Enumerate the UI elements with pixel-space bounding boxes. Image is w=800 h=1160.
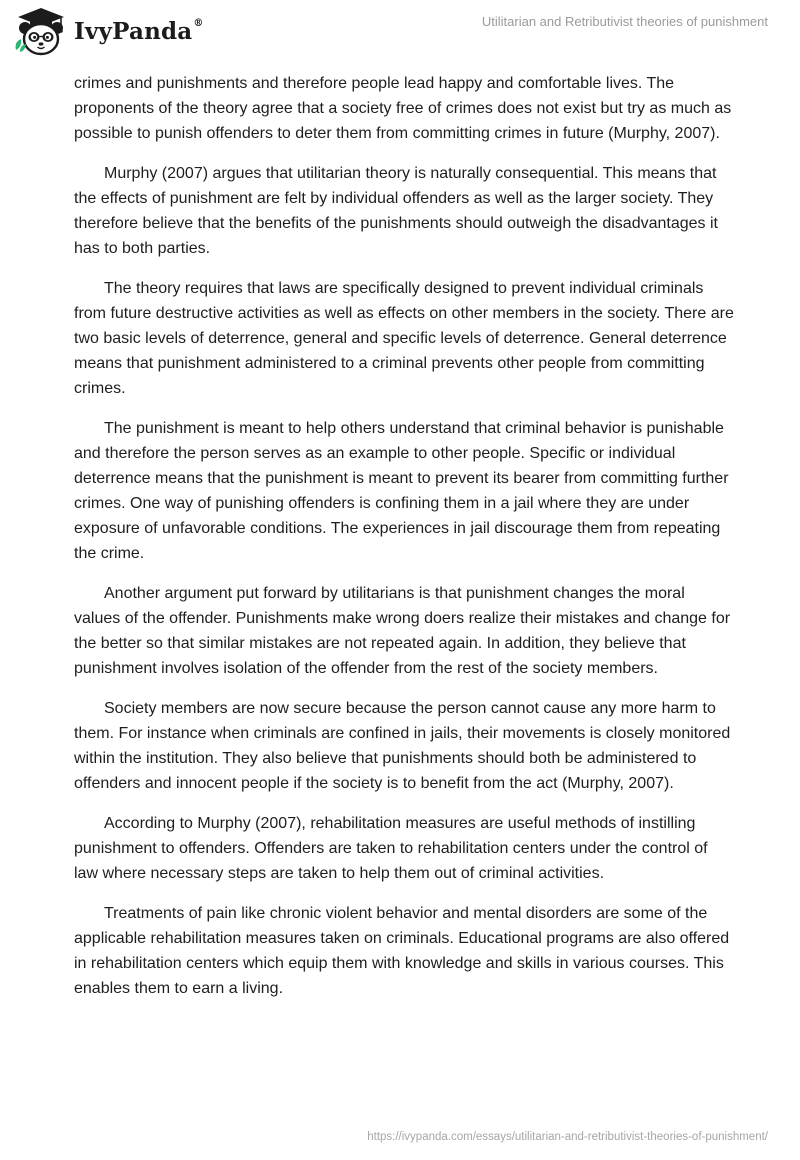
- paragraph: crimes and punishments and therefore people lead happy and comfortable lives. The proponents of the theory agree that a society free of crimes does not exist but try as much as possible to punish offenders to deter them from committing crimes in future (Murphy, 2007).: [74, 75, 732, 142]
- brand-name: IvyPanda®: [74, 17, 204, 45]
- paragraph: According to Murphy (2007), rehabilitation measures are useful methods of instilling punishment to offenders. Offenders are taken to rehabilitation centers under the control of law where necessary steps are taken to help them out of criminal activities.: [74, 815, 708, 882]
- panda-graduate-icon: [12, 6, 70, 58]
- paragraph: Murphy (2007) argues that utilitarian theory is naturally consequential. This means that the effects of punishment are felt by individual offenders as well as the larger society. They therefore believe that the benefits of the punishments should outweigh the disadvantages it has to both parties.: [74, 165, 718, 257]
- document-title: Utilitarian and Retributivist theories of punishment: [481, 14, 768, 29]
- paragraph: The theory requires that laws are specifically designed to prevent individual criminals from future destructive activities as well as effects on other members in the society. There are two basic levels of deterrence, general and specific levels of deterrence. General deterrence means that punishment administered to a criminal prevents other people from committing crimes.: [74, 280, 734, 397]
- paragraph: Treatments of pain like chronic violent behavior and mental disorders are some of the applicable rehabilitation measures taken on criminals. Educational programs are also offered in rehabilitation centers which equip them with knowledge and skills in various courses. This enables them to earn a living.: [74, 905, 730, 997]
- essay-body: [74, 71, 734, 1016]
- source-url[interactable]: https://ivypanda.com/essays/utilitarian-and-retributivist-theories-of-punishment/: [367, 1131, 768, 1143]
- registered-mark: ®: [193, 17, 204, 29]
- page-header: [0, 0, 800, 62]
- paragraph: Another argument put forward by utilitarians is that punishment changes the moral values of the offender. Punishments make wrong doers realize their mistakes and change for the better so that similar mistakes are not repeated again. In addition, they believe that punishment involves isolation of the offender from the rest of the society members.: [74, 585, 731, 677]
- brand-logo[interactable]: [12, 6, 204, 58]
- paragraph: The punishment is meant to help others understand that criminal behavior is punishable and therefore the person serves as an example to other people. Specific or individual deterrence means that the punishment is meant to prevent its bearer from committing further crimes. One way of punishing offenders is confining them in a jail where they are under exposure of unfavorable conditions. The experiences in jail discourage them from repeating the crime.: [74, 420, 729, 562]
- paragraph: Society members are now secure because the person cannot cause any more harm to them. For instance when criminals are confined in jails, their movements is closely monitored within the institution. They also believe that punishments should both be administered to offenders and innocent people if the society is to benefit from the act (Murphy, 2007).: [74, 700, 731, 792]
